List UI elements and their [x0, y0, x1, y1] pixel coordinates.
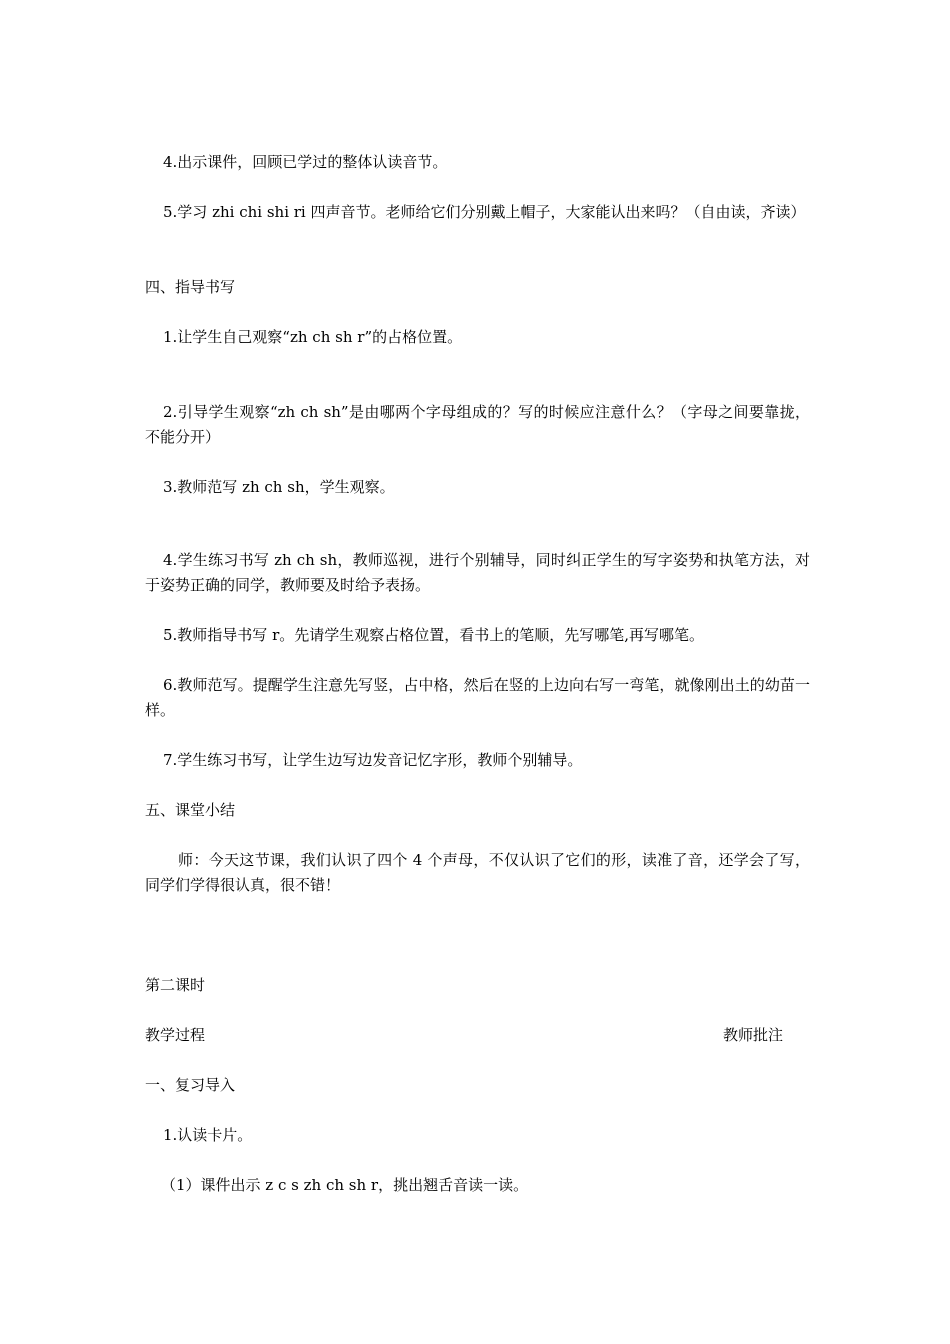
paragraph-review-syllables: 4.出示课件，回顾已学过的整体认读音节。 — [163, 153, 448, 171]
section-heading-review: 一、复习导入 — [145, 1076, 236, 1094]
notes-label: 教师批注 — [723, 1026, 784, 1044]
paragraph-teacher-summary: 师：今天这节课，我们认识了四个 4 个声母，不仅认识了它们的形，读准了音，还学会了写，同学们学得很认真，很不错！ — [145, 851, 810, 894]
process-label: 教学过程 — [145, 1026, 206, 1044]
paragraph-student-practice-r: 7.学生练习书写，让学生边写边发音记忆字形，教师个别辅导。 — [163, 751, 583, 769]
lesson-heading: 第二课时 — [145, 976, 206, 994]
paragraph-learn-four-tones: 5.学习 zhi chi shi ri 四声音节。老师给它们分别戴上帽子，大家能认出来吗？（自由读，齐读） — [163, 203, 806, 221]
paragraph-letter-composition: 2.引导学生观察“zh ch sh”是由哪两个字母组成的？写的时候应注意什么？（字母之间要靠拢，不能分开） — [145, 403, 810, 446]
paragraph-courseware-display: （1）课件出示 z c s zh ch sh r，挑出翘舌音读一读。 — [161, 1176, 529, 1194]
paragraph-teacher-demo-r: 6.教师范写。提醒学生注意先写竖，占中格，然后在竖的上边向右写一弯笔，就像刚出土的幼苗一样。 — [145, 676, 810, 719]
paragraph-observe-positions: 1.让学生自己观察“zh ch sh r”的占格位置。 — [163, 328, 463, 346]
section-heading-summary: 五、课堂小结 — [145, 801, 236, 819]
paragraph-read-cards: 1.认读卡片。 — [163, 1126, 253, 1144]
paragraph-guide-r: 5.教师指导书写 r。先请学生观察占格位置，看书上的笔顺，先写哪笔,再写哪笔。 — [163, 626, 705, 644]
paragraph-student-practice: 4.学生练习书写 zh ch sh，教师巡视，进行个别辅导，同时纠正学生的写字姿势和执笔方法，对于姿势正确的同学，教师要及时给予表扬。 — [145, 551, 810, 594]
section-heading-writing-guidance: 四、指导书写 — [145, 278, 236, 296]
paragraph-teacher-demo-zh: 3.教师范写 zh ch sh，学生观察。 — [163, 478, 395, 496]
